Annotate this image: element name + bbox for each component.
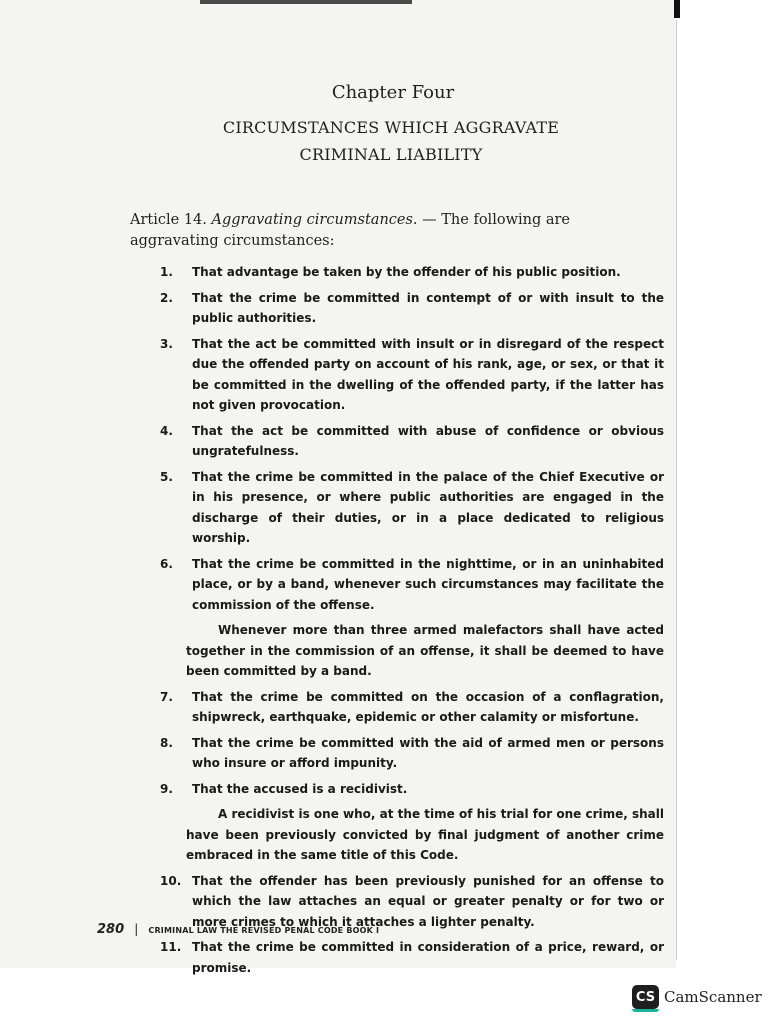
item-number: 7. [160, 689, 173, 704]
item-number: 10. [160, 873, 182, 888]
item-text: That the act be committed with abuse of confidence or obvious ungratefulness. [192, 423, 664, 458]
camscanner-name: CamScanner [664, 988, 762, 1006]
list-item [140, 733, 664, 774]
item-number: 6. [160, 556, 173, 571]
item-number: 1. [160, 265, 173, 279]
item-number: 3. [160, 336, 173, 351]
article-name: Aggravating circumstances. [211, 212, 418, 228]
item-text: That the offender has been previously punished for an offense to which the law attaches an equal or greater penalty or for two or more crimes to which it attaches a lighter penalty. [192, 873, 664, 929]
chapter-heading: Chapter Four [331, 82, 455, 103]
article-dash: — [417, 212, 442, 228]
item-text: That the accused is a recidivist. [192, 781, 408, 796]
item-text: That the crime be committed with the aid of armed men or persons who insure or afford impunity. [192, 735, 664, 770]
item-text: That the crime be committed in consideration of a price, reward, or promise. [192, 940, 664, 975]
item-number: 4. [160, 423, 173, 438]
recidivist-definition-note: A recidivist is one who, at the time of his trial for one crime, shall have been previously convicted by final judgment of another crime embraced in the same title of this Code. [186, 807, 664, 862]
list-item [140, 937, 664, 978]
page-edge-mark [674, 0, 680, 18]
list-item [140, 334, 664, 416]
page-footer [97, 918, 379, 937]
list-item [140, 467, 664, 549]
item-text: That the crime be committed on the occasion of a conflagration, shipwreck, earthquake, epidemic or other calamity or misfortune. [192, 689, 664, 724]
chapter-title [0, 114, 768, 168]
footer-separator: | [134, 922, 139, 936]
item-number: 2. [160, 290, 173, 305]
item-number: 5. [160, 469, 173, 484]
chapter-title-line-2: CRIMINAL LIABILITY [299, 145, 483, 164]
item-number: 11. [160, 940, 182, 954]
book-title: CRIMINAL LAW THE REVISED PENAL CODE BOOK I [148, 926, 380, 935]
item-text: That the crime be committed in the nighttime, or in an uninhabited place, or by a band, whenever such circumstances may facilitate the commission of the offense. [192, 556, 664, 612]
list-item [140, 779, 664, 800]
list-item [140, 687, 664, 728]
band-definition-note: Whenever more than three armed malefactors shall have acted together in the commission of an offense, it shall be deemed to have been committed by a band. [186, 623, 664, 678]
item-number: 8. [160, 735, 173, 750]
circumstances-list [140, 262, 664, 983]
list-item [140, 421, 664, 462]
item-text: That advantage be taken by the offender of his public position. [192, 265, 621, 279]
list-item [140, 288, 664, 329]
item-text: That the crime be committed in contempt of or with insult to the public authorities. [192, 290, 664, 325]
article-intro: The following are aggravating circumstances: [130, 212, 571, 249]
scan-shadow [200, 0, 412, 4]
camscanner-watermark [632, 985, 762, 1009]
item-text: That the act be committed with insult or in disregard of the respect due the offended party on account of his rank, age, or sex, or that it be committed in the dwelling of the offended party, if the latter has not given provocation. [192, 336, 664, 412]
page-number: 280 [97, 922, 125, 937]
article-label: Article 14. [130, 212, 207, 228]
item-text: That the crime be committed in the palace of the Chief Executive or in his presence, or where public authorities are engaged in the discharge of their duties, or in a place dedicated to religious worship. [192, 469, 664, 545]
list-item [140, 262, 664, 283]
item-number: 9. [160, 781, 173, 796]
camscanner-logo-icon: CS [632, 985, 659, 1009]
chapter-title-line-1: CIRCUMSTANCES WHICH AGGRAVATE [222, 118, 560, 137]
article-heading [130, 210, 662, 252]
list-item [140, 554, 664, 616]
